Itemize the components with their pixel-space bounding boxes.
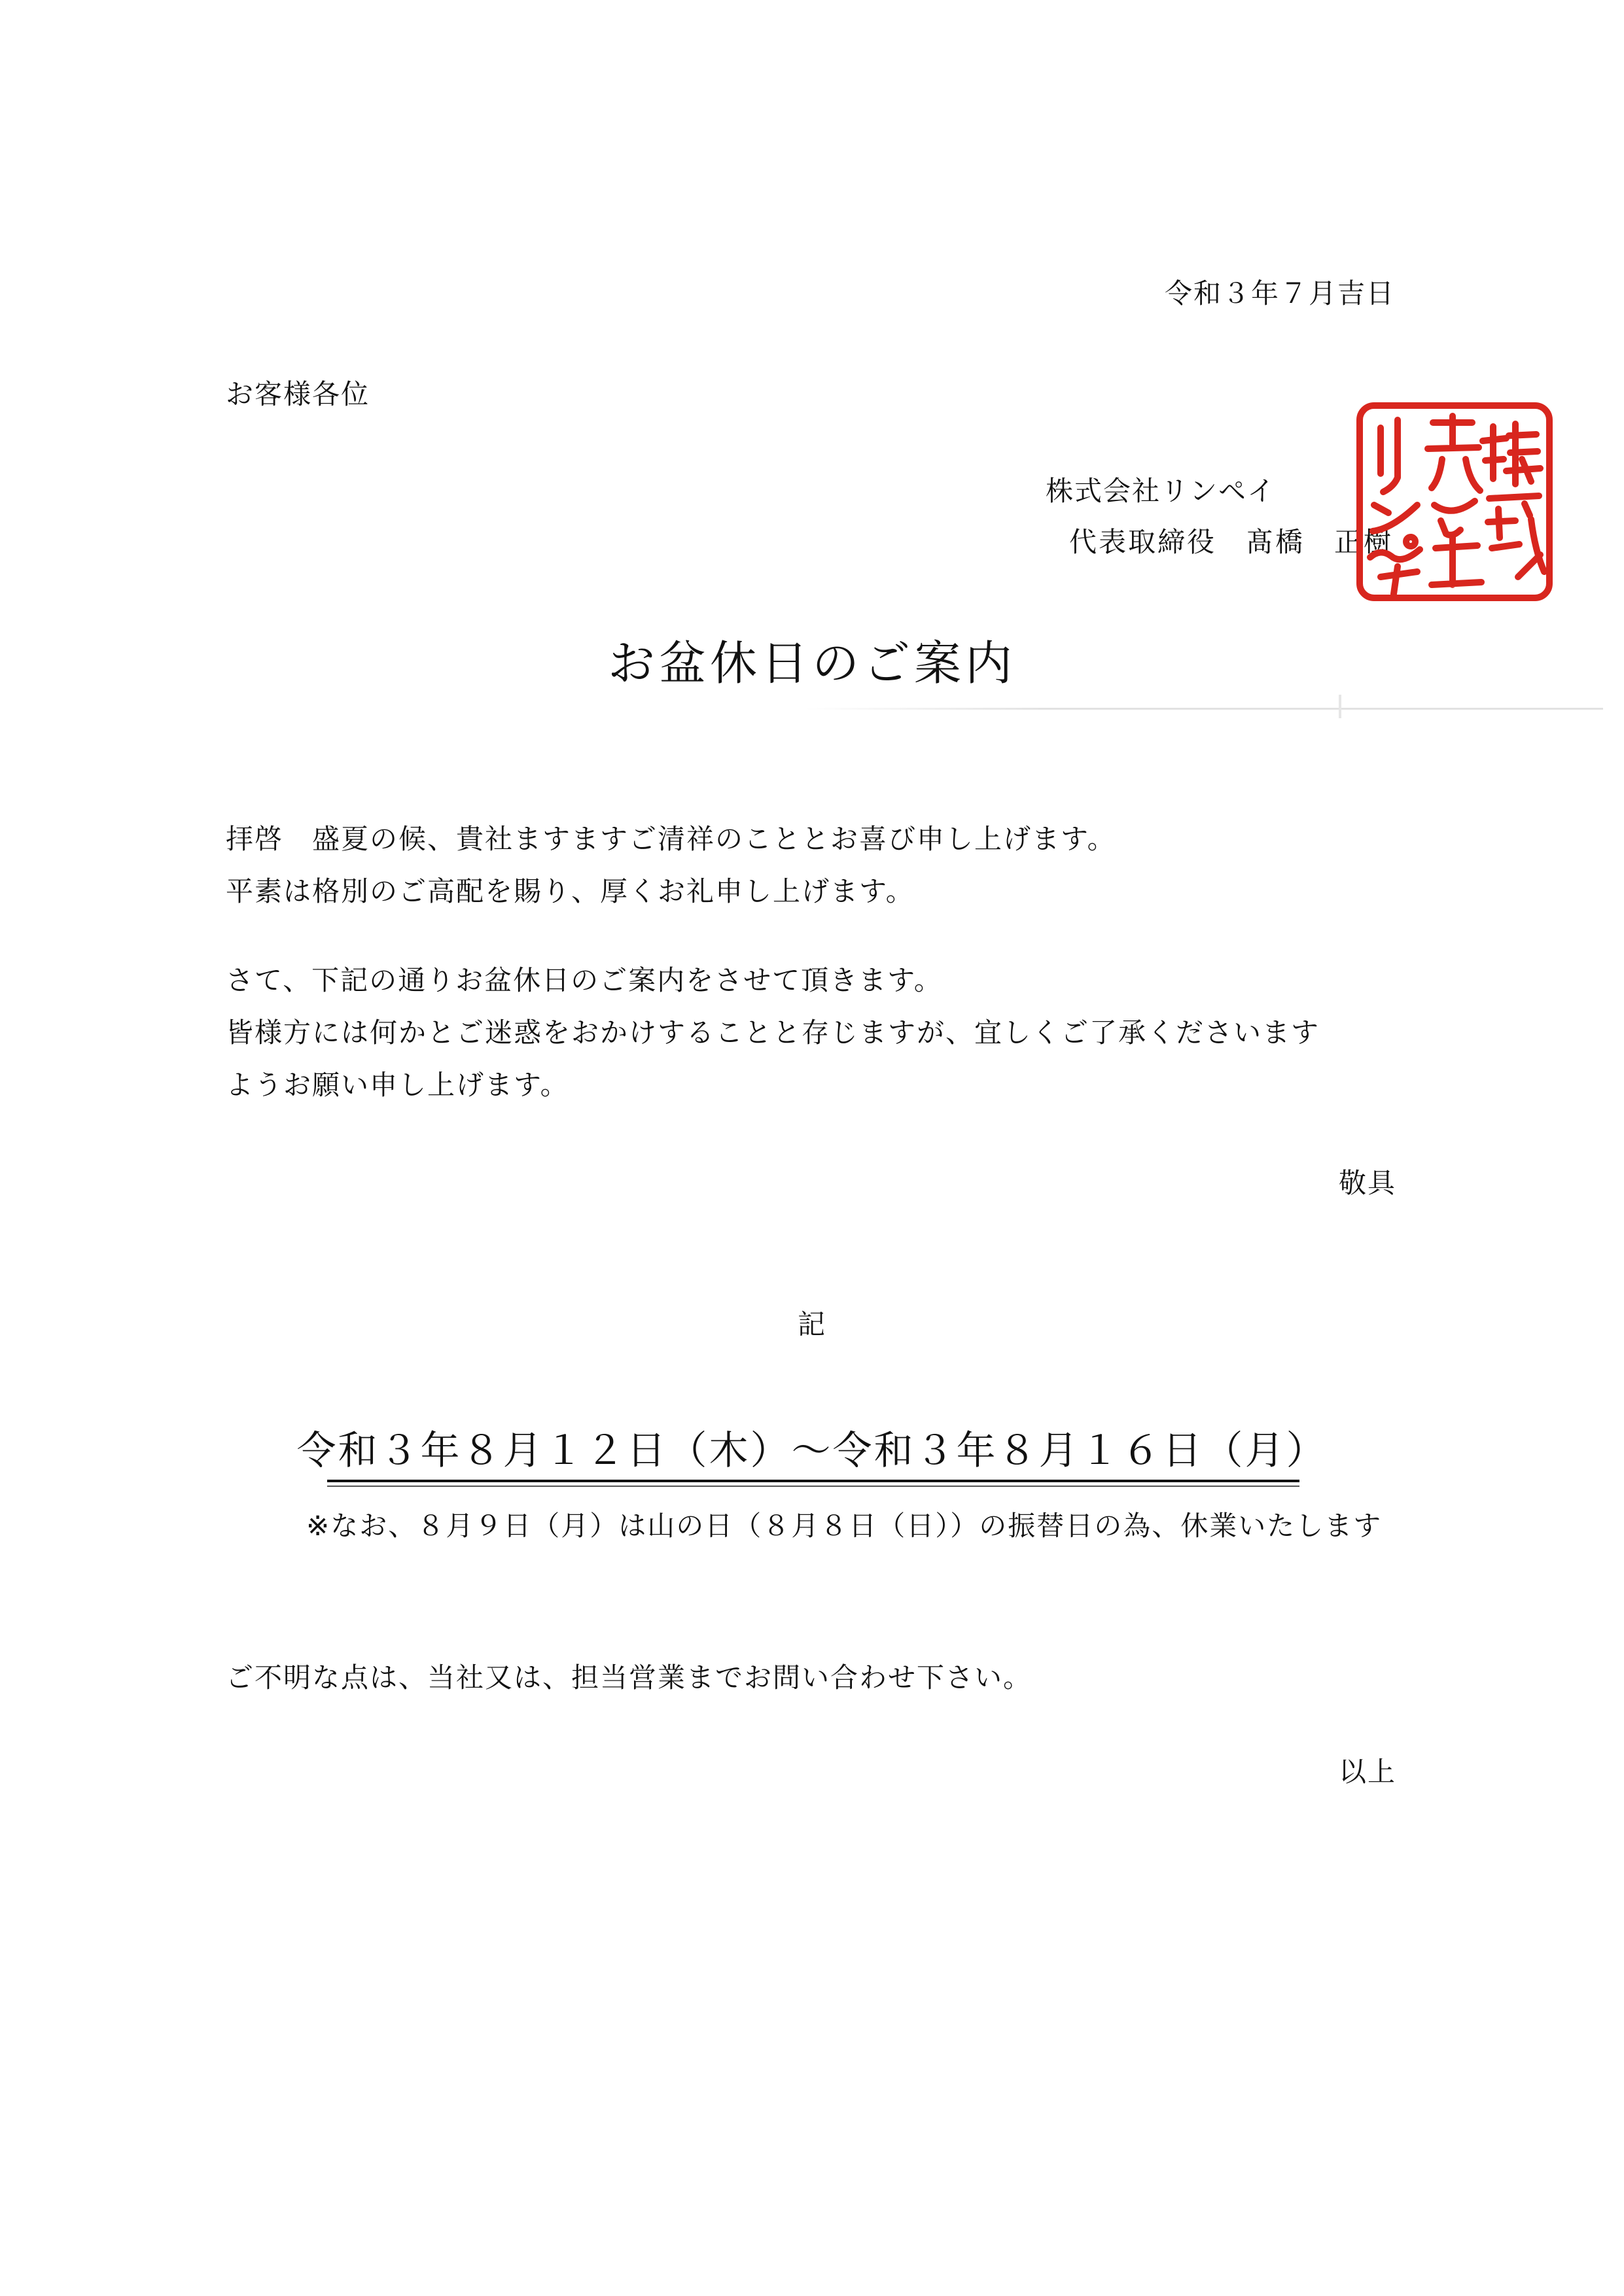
body-line: ようお願い申し上げます。 [226, 1069, 569, 1101]
document-title: お盆休日のご案内 [607, 636, 1016, 691]
scan-mark [1339, 695, 1341, 718]
sender-company: 株式会社リンペイ [1046, 475, 1277, 507]
company-seal [1354, 400, 1555, 603]
letter-date: 令和３年７月吉日 [1164, 277, 1395, 309]
body-line: 皆様方には何かとご迷惑をおかけすることと存じますが、宜しくご了承くださいます [226, 1017, 1320, 1049]
closing-keigu: 敬具 [1338, 1167, 1396, 1199]
holiday-note: ※なお、８月９日（月）は山の日（８月８日（日））の振替日の為、休業いたします [306, 1510, 1383, 1542]
holiday-period: 令和３年８月１２日（木）～令和３年８月１６日（月） [296, 1428, 1328, 1474]
ki-heading: 記 [797, 1308, 826, 1340]
title-underline [805, 708, 1603, 710]
body-line: 拝啓 盛夏の候、貴社ますますご清祥のこととお喜び申し上げます。 [226, 823, 1116, 855]
holiday-period-underline [327, 1480, 1299, 1482]
inquiry-text: ご不明な点は、当社又は、担当営業までお問い合わせ下さい。 [226, 1661, 1033, 1694]
body-line: 平素は格別のご高配を賜り、厚くお礼申し上げます。 [226, 875, 915, 907]
body-line: さて、下記の通りお盆休日のご案内をさせて頂きます。 [226, 964, 943, 996]
recipient: お客様各位 [226, 378, 370, 410]
holiday-period-underline-secondary [327, 1486, 1299, 1487]
closing-ijou: 以上 [1338, 1756, 1396, 1788]
sender-representative: 代表取締役 髙橋 正樹 [1069, 526, 1394, 558]
